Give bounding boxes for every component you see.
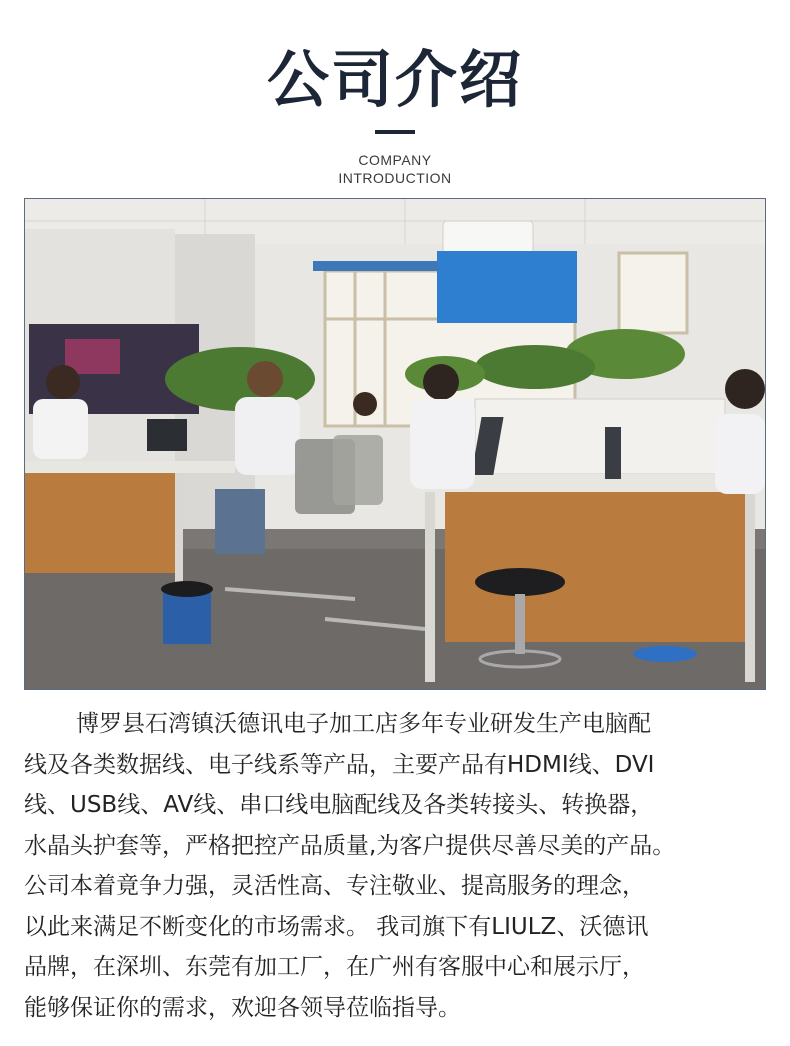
intro-line-6: 以此来满足不断变化的市场需求。 我司旗下有LIULZ、沃德讯 [24, 913, 649, 940]
office-photo [24, 198, 766, 690]
intro-line-1-text: 博罗县石湾镇沃德讯电子加工店多年专业研发生产电脑配 [76, 711, 651, 737]
subtitle-line-1: COMPANY [358, 152, 432, 168]
intro-line-4: 水晶头护套等，严格把控产品质量,为客户提供尽善尽美的产品。 [24, 832, 676, 859]
intro-line-1 [24, 704, 784, 745]
intro-text [24, 704, 784, 1028]
page-subtitle [0, 151, 790, 187]
intro-line-8: 能够保证你的需求，欢迎各领导莅临指导。 [24, 994, 461, 1021]
page-title: 公司介绍 [266, 43, 523, 116]
office-illustration [25, 199, 765, 689]
intro-line-7: 品牌，在深圳、东莞有加工厂，在广州有客服中心和展示厅， [24, 954, 645, 980]
intro-line-5: 公司本着竟争力强，灵活性高、专注敬业、提高服务的理念， [24, 873, 645, 899]
title-underline [375, 130, 415, 134]
intro-line-3: 线、USB线、AV线、串口线电脑配线及各类转接头、转换器， [24, 792, 654, 818]
intro-line-2: 线及各类数据线、电子线系等产品，主要产品有HDMI线、DVI [24, 751, 655, 778]
subtitle-line-2: INTRODUCTION [338, 170, 452, 186]
